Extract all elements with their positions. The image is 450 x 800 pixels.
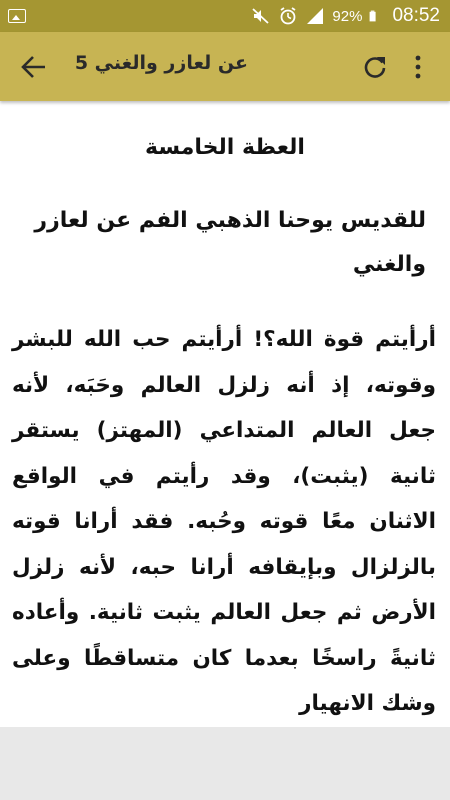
app-bar (0, 32, 450, 101)
arrow-back-icon[interactable] (20, 54, 48, 80)
battery-icon (369, 6, 381, 26)
article-subheading: للقديس يوحنا الذهبي الفم عن لعازر والغني (34, 208, 426, 277)
bottom-bar (0, 727, 450, 800)
clock: 08:52 (392, 5, 440, 26)
article-heading: العظة الخامسة (145, 135, 305, 160)
page-title: عن لعازر والغني 5 (74, 52, 248, 74)
refresh-icon[interactable] (362, 54, 388, 80)
article-content[interactable] (0, 101, 450, 727)
more-vert-icon[interactable] (412, 54, 424, 80)
article-body: أرأيتم قوة الله؟! أرأيتم حب الله للبشر وقوته، إذ أنه زلزل العالم وحَبَه، لأنه جعل العالم المتداعي (المهتز) يستقر ثانية (يثبت)، وقد رأيتم في الواقع الاثنان معًا قوته وحُبه. فقد أرانا قوته بالزلزال وبإيقافه أرانا حبه، لأنه زلزل الأرض ثم جعل العالم يثبت ثانية. وأعاده ثانيةً راسخًا بعدما كان متساقطًا وعلى وشك الانهيار (12, 327, 436, 716)
mute-icon (251, 6, 271, 26)
status-bar (0, 0, 450, 32)
battery-percent: 92% (332, 7, 363, 25)
gallery-notification-icon (8, 9, 26, 23)
alarm-icon (278, 6, 298, 26)
signal-icon (305, 6, 325, 26)
